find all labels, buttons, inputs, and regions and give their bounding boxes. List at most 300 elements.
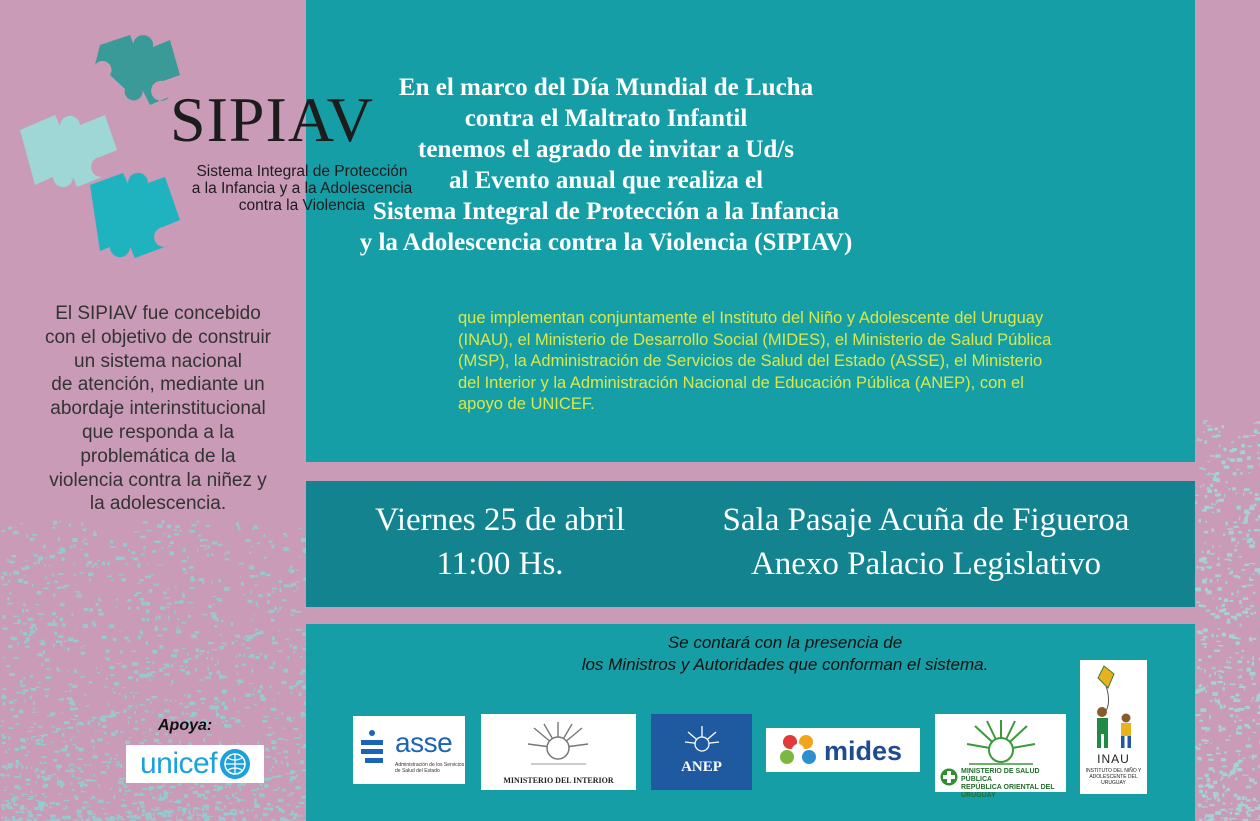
texture-speck	[153, 809, 159, 811]
texture-speck	[244, 594, 245, 596]
texture-speck	[1244, 688, 1245, 690]
texture-speck	[269, 610, 275, 613]
texture-speck	[241, 664, 246, 666]
texture-speck	[46, 676, 52, 679]
texture-speck	[13, 623, 18, 624]
texture-speck	[1212, 512, 1215, 513]
texture-speck	[175, 525, 180, 528]
texture-speck	[1199, 720, 1203, 722]
texture-speck	[111, 732, 115, 736]
texture-speck	[283, 533, 286, 535]
texture-speck	[256, 602, 258, 606]
texture-speck	[13, 531, 18, 534]
texture-speck	[119, 788, 122, 792]
texture-speck	[1219, 431, 1221, 433]
texture-speck	[124, 786, 128, 788]
texture-speck	[100, 731, 102, 732]
texture-speck	[132, 803, 137, 805]
texture-speck	[1228, 568, 1230, 570]
texture-speck	[71, 768, 73, 770]
texture-speck	[299, 528, 301, 529]
texture-speck	[1248, 446, 1252, 448]
texture-speck	[262, 720, 267, 722]
texture-speck	[59, 781, 63, 784]
texture-speck	[49, 565, 51, 567]
texture-speck	[43, 545, 46, 549]
texture-speck	[1228, 788, 1231, 791]
texture-speck	[1234, 575, 1239, 578]
texture-speck	[80, 572, 85, 573]
texture-speck	[290, 644, 292, 647]
texture-speck	[1220, 809, 1225, 811]
texture-speck	[194, 792, 199, 794]
texture-speck	[6, 665, 10, 667]
texture-speck	[93, 533, 97, 536]
texture-speck	[1209, 674, 1211, 677]
texture-speck	[50, 802, 55, 804]
texture-speck	[236, 640, 238, 641]
texture-speck	[60, 618, 64, 621]
texture-speck	[74, 544, 76, 547]
texture-speck	[184, 794, 188, 798]
texture-speck	[146, 641, 148, 645]
texture-speck	[61, 748, 66, 751]
texture-speck	[1204, 743, 1208, 744]
texture-speck	[181, 593, 184, 594]
texture-speck	[75, 591, 81, 592]
texture-speck	[255, 798, 257, 802]
texture-speck	[1229, 735, 1231, 736]
texture-speck	[283, 547, 289, 551]
texture-speck	[1203, 628, 1208, 631]
texture-speck	[1232, 487, 1236, 490]
mides-logo	[766, 728, 920, 772]
texture-speck	[248, 600, 253, 603]
texture-speck	[106, 649, 110, 652]
texture-speck	[256, 632, 260, 635]
texture-speck	[3, 657, 5, 659]
texture-speck	[1224, 817, 1228, 821]
texture-speck	[1254, 529, 1260, 531]
texture-speck	[300, 673, 303, 675]
texture-speck	[1239, 754, 1241, 756]
texture-speck	[66, 753, 70, 756]
texture-speck	[221, 643, 226, 644]
texture-speck	[78, 730, 80, 733]
texture-speck	[1228, 776, 1230, 778]
texture-speck	[274, 757, 276, 760]
texture-speck	[211, 614, 216, 618]
texture-speck	[67, 648, 70, 651]
texture-speck	[20, 680, 22, 684]
texture-speck	[53, 773, 55, 775]
texture-speck	[134, 711, 136, 714]
texture-speck	[178, 807, 182, 809]
texture-speck	[211, 554, 214, 557]
texture-speck	[1229, 708, 1234, 711]
texture-speck	[1203, 687, 1205, 691]
texture-speck	[1203, 469, 1206, 471]
texture-speck	[241, 582, 244, 586]
texture-speck	[157, 635, 163, 637]
texture-speck	[134, 531, 140, 532]
texture-speck	[1253, 719, 1255, 722]
texture-speck	[36, 743, 41, 746]
texture-speck	[1256, 801, 1258, 802]
texture-speck	[1216, 753, 1221, 755]
texture-speck	[1253, 732, 1256, 733]
texture-speck	[78, 814, 79, 817]
texture-speck	[113, 758, 117, 759]
texture-speck	[232, 794, 234, 797]
texture-speck	[34, 554, 38, 557]
texture-speck	[266, 574, 271, 576]
texture-speck	[103, 686, 108, 687]
texture-speck	[116, 599, 118, 601]
texture-speck	[190, 816, 192, 818]
texture-speck	[252, 527, 253, 531]
texture-speck	[140, 704, 146, 705]
texture-speck	[128, 708, 130, 709]
texture-speck	[291, 583, 296, 586]
texture-speck	[1236, 750, 1241, 752]
texture-speck	[12, 816, 15, 819]
texture-speck	[38, 801, 41, 803]
texture-speck	[162, 547, 163, 549]
texture-speck	[1242, 522, 1247, 524]
texture-speck	[109, 666, 114, 669]
texture-speck	[99, 600, 102, 602]
texture-speck	[245, 539, 250, 542]
texture-speck	[272, 733, 275, 734]
texture-speck	[79, 748, 84, 752]
texture-speck	[1218, 587, 1222, 591]
texture-speck	[79, 815, 82, 818]
texture-speck	[52, 527, 55, 529]
texture-speck	[143, 546, 145, 549]
texture-speck	[284, 739, 289, 740]
texture-speck	[136, 592, 141, 594]
texture-speck	[128, 705, 132, 707]
texture-speck	[246, 639, 251, 642]
texture-speck	[1234, 549, 1236, 552]
texture-speck	[140, 536, 145, 538]
presence-line: los Ministros y Autoridades que conforman el sistema.	[581, 655, 989, 674]
texture-speck	[205, 819, 210, 820]
texture-speck	[35, 782, 37, 784]
texture-speck	[1203, 431, 1204, 433]
texture-speck	[65, 745, 69, 749]
texture-speck	[1243, 597, 1248, 600]
texture-speck	[296, 629, 302, 631]
texture-speck	[1208, 759, 1213, 761]
texture-speck	[280, 665, 281, 667]
texture-speck	[27, 798, 33, 800]
texture-speck	[1256, 723, 1260, 725]
texture-speck	[35, 740, 39, 742]
msp-cross-icon	[940, 768, 958, 786]
texture-speck	[290, 692, 293, 693]
texture-speck	[1240, 472, 1242, 475]
texture-speck	[1236, 493, 1237, 495]
texture-speck	[254, 525, 257, 528]
texture-speck	[44, 565, 46, 567]
texture-speck	[134, 594, 137, 596]
anep-logo	[651, 714, 752, 790]
texture-speck	[164, 533, 165, 535]
texture-speck	[16, 760, 19, 764]
texture-speck	[162, 785, 165, 787]
texture-speck	[275, 718, 278, 719]
texture-speck	[1224, 465, 1230, 468]
asse-subtitle: Administración de los Servicios de Salud del Estado	[395, 762, 465, 774]
texture-speck	[1232, 818, 1236, 819]
texture-speck	[94, 563, 98, 565]
texture-speck	[68, 638, 74, 642]
texture-speck	[269, 666, 274, 669]
texture-speck	[101, 636, 107, 640]
texture-speck	[27, 739, 29, 741]
texture-speck	[43, 650, 45, 654]
texture-speck	[8, 645, 12, 648]
texture-speck	[216, 598, 222, 600]
texture-speck	[92, 755, 98, 758]
msp-line1: MINISTERIO DE SALUD PÚBLICA	[961, 768, 1040, 783]
texture-speck	[23, 677, 25, 680]
texture-speck	[189, 788, 190, 790]
texture-speck	[300, 802, 305, 804]
texture-speck	[72, 789, 75, 791]
texture-speck	[1223, 534, 1225, 536]
texture-speck	[1221, 606, 1225, 607]
texture-speck	[1199, 743, 1202, 745]
description-line: problemática de la	[80, 445, 236, 467]
texture-speck	[92, 796, 95, 799]
texture-speck	[91, 720, 94, 722]
texture-speck	[290, 792, 293, 794]
texture-speck	[200, 650, 205, 652]
texture-speck	[61, 713, 64, 714]
texture-speck	[264, 780, 269, 781]
texture-speck	[1230, 771, 1236, 774]
texture-speck	[1217, 799, 1220, 802]
texture-speck	[267, 593, 271, 596]
texture-speck	[7, 597, 10, 600]
texture-speck	[46, 557, 47, 560]
texture-speck	[1211, 473, 1214, 475]
texture-speck	[90, 521, 91, 522]
texture-speck	[180, 600, 184, 604]
logo-subtitle-line: a la Infancia y a la Adolescencia	[191, 180, 413, 197]
texture-speck	[1211, 529, 1214, 532]
texture-speck	[236, 810, 238, 812]
texture-speck	[40, 619, 42, 620]
texture-speck	[83, 802, 88, 804]
texture-speck	[141, 632, 143, 635]
texture-speck	[53, 619, 55, 623]
texture-speck	[42, 756, 47, 758]
texture-speck	[220, 646, 225, 649]
texture-speck	[56, 728, 61, 731]
texture-speck	[144, 740, 147, 741]
texture-speck	[92, 565, 94, 568]
texture-speck	[1247, 465, 1253, 467]
texture-speck	[170, 786, 175, 788]
texture-speck	[2, 807, 5, 810]
texture-speck	[38, 613, 44, 615]
texture-speck	[1224, 599, 1228, 603]
texture-speck	[170, 792, 173, 793]
texture-speck	[74, 562, 75, 564]
texture-speck	[91, 739, 95, 742]
texture-speck	[32, 736, 37, 737]
texture-speck	[1248, 726, 1251, 728]
texture-speck	[290, 778, 293, 781]
texture-speck	[39, 643, 41, 644]
texture-speck	[234, 635, 240, 637]
texture-speck	[278, 799, 284, 802]
texture-speck	[77, 767, 81, 769]
texture-speck	[72, 613, 74, 616]
texture-speck	[202, 539, 207, 541]
headline-line: contra el Maltrato Infantil	[464, 105, 748, 132]
texture-speck	[72, 744, 76, 745]
texture-speck	[235, 792, 237, 794]
texture-speck	[140, 794, 145, 796]
texture-speck	[197, 709, 199, 710]
texture-speck	[74, 708, 78, 711]
texture-speck	[107, 576, 112, 578]
event-date-time	[340, 498, 660, 586]
texture-speck	[290, 772, 292, 774]
texture-speck	[1229, 809, 1234, 810]
texture-speck	[45, 658, 50, 661]
texture-speck	[13, 657, 19, 659]
texture-speck	[249, 683, 253, 684]
texture-speck	[254, 704, 257, 705]
texture-speck	[53, 759, 57, 762]
texture-speck	[156, 807, 161, 809]
texture-speck	[157, 565, 163, 566]
texture-speck	[33, 707, 34, 710]
texture-speck	[13, 571, 19, 575]
texture-speck	[237, 799, 241, 801]
texture-speck	[73, 640, 78, 643]
texture-speck	[84, 608, 89, 611]
texture-speck	[1205, 774, 1209, 778]
texture-speck	[147, 710, 149, 713]
texture-speck	[106, 679, 108, 680]
texture-speck	[1239, 642, 1240, 643]
texture-speck	[214, 697, 218, 701]
msp-line2: REPÚBLICA ORIENTAL DEL URUGUAY	[961, 784, 1055, 799]
texture-speck	[0, 726, 3, 727]
texture-speck	[15, 748, 19, 751]
texture-speck	[2, 615, 5, 619]
texture-speck	[85, 764, 88, 766]
texture-speck	[53, 644, 55, 648]
texture-speck	[195, 783, 198, 786]
texture-speck	[251, 790, 257, 792]
texture-speck	[98, 722, 100, 725]
texture-speck	[75, 796, 78, 800]
texture-speck	[1222, 633, 1226, 637]
texture-speck	[59, 521, 61, 523]
texture-speck	[160, 794, 162, 798]
texture-speck	[272, 805, 273, 807]
texture-speck	[1257, 457, 1260, 459]
texture-speck	[87, 811, 93, 812]
texture-speck	[119, 693, 121, 695]
texture-speck	[287, 804, 289, 806]
texture-speck	[1248, 530, 1251, 532]
texture-speck	[73, 574, 76, 576]
texture-speck	[245, 635, 248, 637]
texture-speck	[1202, 806, 1208, 807]
texture-speck	[207, 651, 208, 654]
texture-speck	[26, 637, 30, 641]
texture-speck	[1219, 611, 1224, 612]
texture-speck	[1203, 422, 1206, 423]
texture-speck	[24, 794, 28, 795]
texture-speck	[236, 655, 237, 658]
texture-speck	[263, 716, 269, 717]
texture-speck	[208, 605, 212, 608]
paragraph-line: apoyo de UNICEF.	[458, 395, 595, 413]
texture-speck	[76, 727, 77, 728]
texture-speck	[296, 806, 300, 808]
texture-speck	[187, 804, 190, 807]
texture-speck	[37, 591, 42, 594]
texture-speck	[30, 796, 35, 797]
supporter-label: Apoya:	[158, 717, 213, 734]
texture-speck	[90, 797, 91, 800]
texture-speck	[1217, 670, 1222, 672]
texture-speck	[133, 728, 138, 730]
texture-speck	[2, 765, 6, 768]
texture-speck	[81, 791, 86, 792]
texture-speck	[152, 696, 158, 699]
texture-speck	[263, 813, 269, 816]
texture-speck	[1206, 691, 1208, 693]
texture-speck	[298, 750, 300, 754]
headline-line: al Evento anual que realiza el	[448, 167, 764, 194]
texture-speck	[1199, 567, 1202, 568]
texture-speck	[69, 524, 71, 527]
texture-speck	[191, 576, 194, 578]
texture-speck	[131, 551, 135, 554]
texture-speck	[88, 561, 92, 564]
texture-speck	[52, 573, 54, 577]
texture-speck	[74, 819, 79, 820]
paragraph-line: (INAU), el Ministerio de Desarrollo Social (MIDES), el Ministerio de Salud Pública	[458, 330, 1052, 349]
texture-speck	[1222, 687, 1224, 690]
texture-speck	[168, 815, 172, 817]
texture-speck	[222, 721, 224, 723]
texture-speck	[8, 766, 12, 768]
ministerio-interior-logo	[481, 714, 636, 790]
texture-speck	[1201, 688, 1204, 692]
texture-speck	[77, 810, 82, 814]
texture-speck	[7, 559, 9, 562]
texture-speck	[1220, 706, 1223, 709]
texture-speck	[116, 762, 120, 763]
texture-speck	[1230, 458, 1233, 462]
texture-speck	[1247, 661, 1249, 663]
texture-speck	[141, 805, 144, 808]
texture-speck	[152, 815, 154, 816]
texture-speck	[1230, 812, 1232, 815]
